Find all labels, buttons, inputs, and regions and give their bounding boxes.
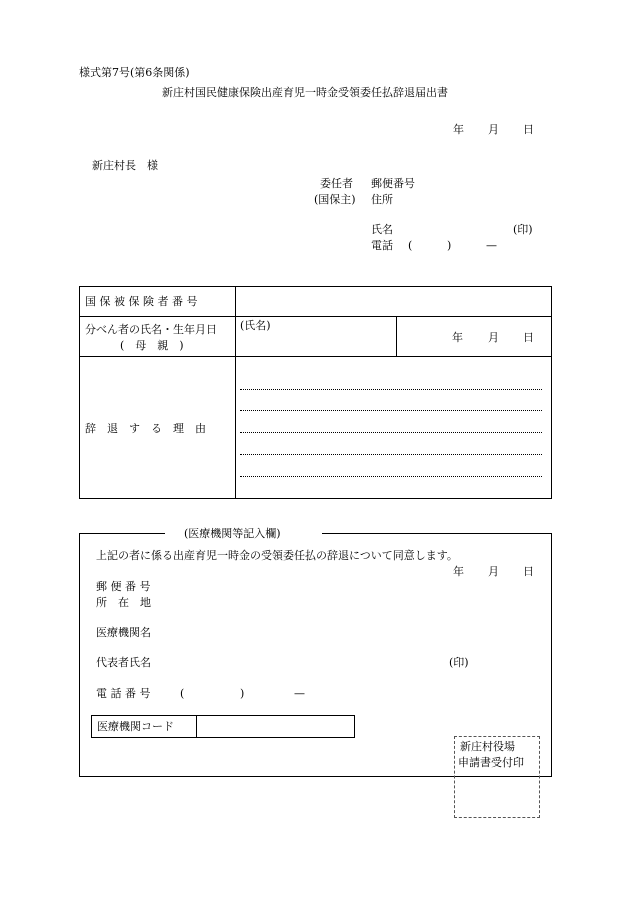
stamp-line1: 新庄村役場 [460, 740, 515, 753]
applicant-postal-label: 郵便番号 [371, 177, 415, 190]
med-seal: (印) [449, 656, 469, 669]
date-day: 日 [523, 123, 534, 136]
applicant-role-sub: (国保主) [314, 193, 356, 206]
applicant-seal: (印) [513, 223, 533, 236]
med-phone-dash: — [294, 687, 305, 700]
main-table [79, 286, 552, 499]
mother-label-line2: ( 母 親 ) [120, 339, 184, 352]
applicant-phone-open: ( [408, 239, 413, 252]
birth-day: 日 [523, 331, 534, 344]
reason-line-3[interactable] [240, 432, 542, 433]
applicant-role: 委任者 [320, 177, 353, 190]
insured-number-label: 国 保 被 保 険 者 番 号 [85, 295, 198, 308]
birth-month: 月 [488, 331, 499, 344]
form-title: 新庄村国民健康保険出産育児一時金受領委任払辞退届出書 [162, 86, 448, 99]
med-date-month: 月 [488, 565, 499, 578]
table-row-divider-1 [79, 316, 552, 317]
table-birth-divider [396, 316, 397, 357]
med-box-top-left [79, 533, 165, 534]
reason-line-5[interactable] [240, 476, 542, 477]
table-col-divider [235, 286, 236, 499]
med-date-year: 年 [453, 565, 464, 578]
reason-label: 辞 退 す る 理 由 [85, 422, 206, 435]
applicant-name-label: 氏名 [371, 223, 393, 236]
reason-line-1[interactable] [240, 389, 542, 390]
med-box-left [79, 533, 80, 777]
institution-code-field[interactable] [197, 716, 354, 737]
med-institution-label: 医療機関名 [96, 626, 151, 639]
table-row-divider-2 [79, 356, 552, 357]
insured-number-field[interactable] [236, 287, 551, 316]
med-postal-label: 郵 便 番 号 [96, 580, 151, 593]
med-date-day: 日 [523, 565, 534, 578]
med-phone-label: 電 話 番 号 [96, 687, 151, 700]
birth-year: 年 [452, 331, 463, 344]
applicant-phone-close: ) [447, 239, 452, 252]
med-address-label: 所 在 地 [96, 596, 151, 609]
med-phone-close: ) [240, 687, 245, 700]
mother-name-hint: (氏名) [240, 319, 271, 332]
med-box-top-right [322, 533, 552, 534]
applicant-phone-label: 電話 [371, 239, 393, 252]
med-box-right [551, 533, 552, 777]
institution-code-label: 医療機関コード [97, 720, 174, 733]
date-year: 年 [453, 123, 464, 136]
mother-name-field[interactable] [236, 332, 395, 356]
stamp-line2: 申請書受付印 [458, 756, 524, 769]
med-representative-label: 代表者氏名 [96, 656, 151, 669]
applicant-address-label: 住所 [371, 193, 393, 206]
mother-label-line1: 分べん者の氏名・生年月日 [85, 323, 217, 336]
form-number: 様式第7号(第6条関係) [79, 66, 190, 79]
addressee: 新庄村長 様 [92, 159, 158, 172]
reason-line-4[interactable] [240, 454, 542, 455]
reason-line-2[interactable] [240, 410, 542, 411]
consent-text: 上記の者に係る出産育児一時金の受領委任払の辞退について同意します。 [96, 549, 458, 562]
date-month: 月 [488, 123, 499, 136]
applicant-phone-dash: — [486, 239, 497, 252]
med-phone-open: ( [180, 687, 185, 700]
medical-section-title: (医療機関等記入欄) [184, 527, 281, 540]
